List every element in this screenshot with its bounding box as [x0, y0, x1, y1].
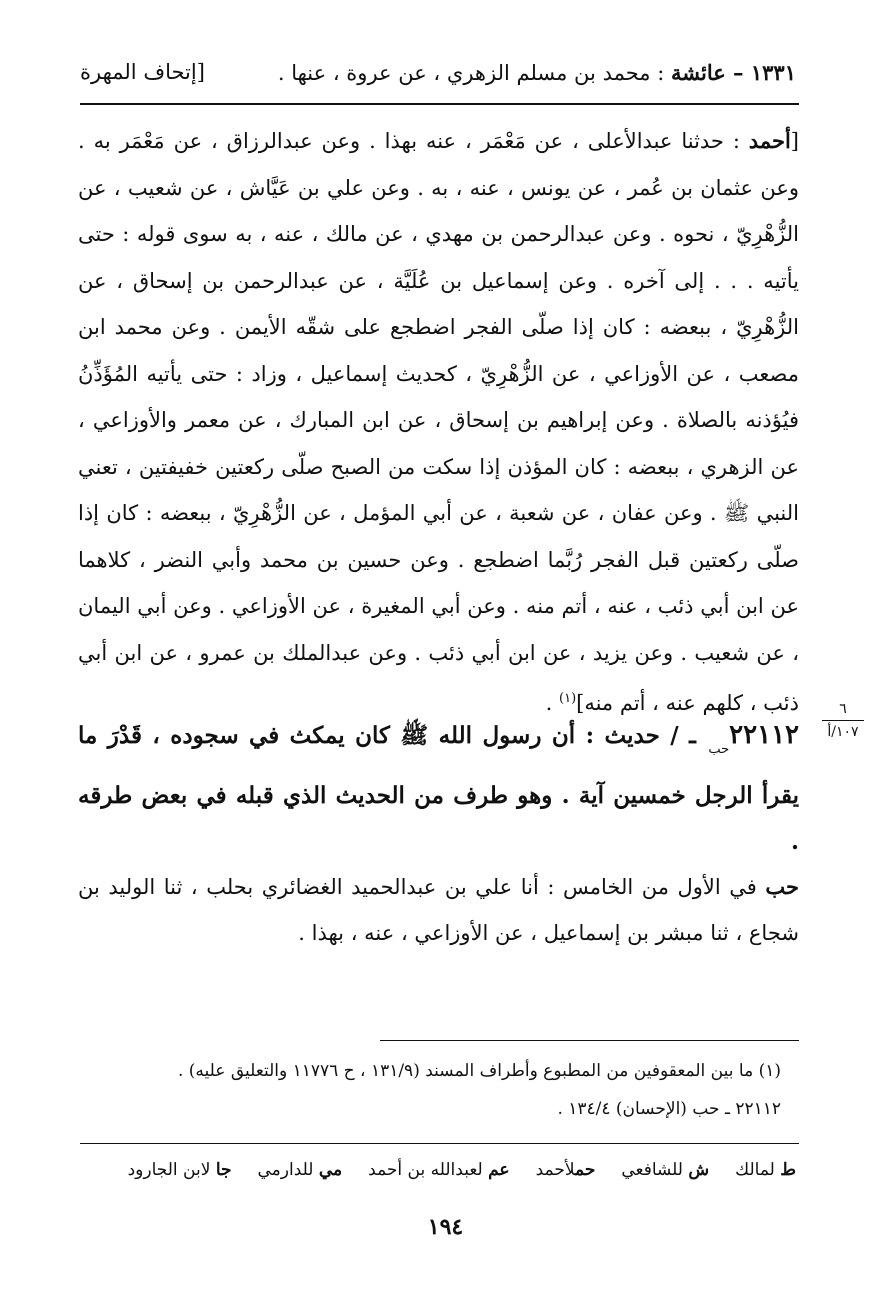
source-text: في الأول من الخامس : أنا علي بن عبدالحميد الغضائري بحلب ، ثنا الوليد بن شجاع ، ثنا مبشر بن إسماعيل ، عن الأوزاعي ، عنه ، بهذا .: [78, 875, 799, 945]
paragraph-end: .: [545, 691, 559, 715]
page-number: ١٩٤: [427, 1214, 464, 1240]
bracket-open: [: [790, 129, 799, 153]
hadith-entry: [78, 712, 799, 865]
abbr-item: حملأحمد: [535, 1160, 596, 1180]
abbr-item: ش للشافعي: [621, 1160, 710, 1180]
author-name: أحمد: [748, 128, 791, 153]
header-book-name: [إتحاف المهرة: [80, 60, 205, 84]
header-title: [278, 60, 796, 85]
margin-ref-divider: [822, 720, 864, 721]
margin-ref-top: ٦: [839, 701, 847, 717]
isnad-paragraph: [78, 864, 799, 956]
footnotes: [100, 1052, 781, 1128]
running-header: [80, 52, 796, 92]
footnote-ref: (١): [559, 691, 577, 706]
margin-ref-bottom: ١٠٧/أ: [827, 724, 859, 740]
abbr-item: جا لابن الجارود: [127, 1160, 232, 1180]
hadith-text: ـ / حديث : أن رسول الله ﷺ كان يمكث في سجوده ، قَدْرَ ما يقرأ الرجل خمسين آية . وهو طرف من الحديث الذي قبله في بعض طرقه .: [78, 722, 799, 855]
footnote-2: ٢٢١١٢ ـ حب (الإحسان) ١٣٤/٤ .: [557, 1099, 781, 1119]
main-paragraph: [78, 118, 799, 727]
hadith-number: ٢٢١١٢: [729, 720, 799, 750]
paragraph-text: : حدثنا عبدالأعلى ، عن مَعْمَر ، عنه بهذا . وعن عبدالرزاق ، عن مَعْمَر به . وعن عثمان بن عُمر ، عن يونس ، عنه ، به . وعن علي بن عَيَّاش ، عن شعيب ، عن الزُّهْرِيّ ، نحوه . وعن عبدالرحمن بن مهدي ، عن مالك ، عنه ، به سوى قوله : حتى يأتيه . . . إلى آخره . وعن إسماعيل بن عُلَيَّة ، عن عبدالرحمن بن إسحاق ، عن الزُّهْرِيّ ، ببعضه : كان إذا صلّى الفجر اضطجع على شقّه الأيمن . وعن محمد ابن مصعب ، عن الأوزاعي ، عن الزُّهْرِيّ ، كحديث إسماعيل ، وزاد : حتى يأتيه المُؤَذِّنُ فيُؤذنه بالصلاة . وعن إبراهيم بن إسحاق ، عن ابن المبارك ، عن معمر والأوزاعي ، عن الزهري ، ببعضه : كان المؤذن إذا سكت من الصبح صلّى ركعتين خفيفتين ، تعني النبي ﷺ . وعن عفان ، عن شعبة ، عن أبي المؤمل ، عن الزُّهْرِيّ ، ببعضه : كان إذا صلّى ركعتين قبل الفجر رُبَّما اضطجع . وعن حسين بن محمد وأبي النضر ، كلاهما عن ابن أبي ذئب ، عنه ، أتم منه . وعن أبي المغيرة ، عن الأوزاعي . وعن أبي اليمان ، عن شعيب . وعن يزيد ، عن ابن أبي ذئب . وعن عبدالملك بن عمرو ، عن ابن أبي ذئب ، كلهم عنه ، أتم منه]: [78, 129, 799, 715]
abbr-item: مي للدارمي: [257, 1160, 343, 1180]
hadith-source-mark: حب: [708, 742, 730, 757]
source-abbr: حب: [765, 874, 799, 899]
header-title-rest: : محمد بن مسلم الزهري ، عن عروة ، عنها .: [277, 60, 665, 85]
header-rule: [80, 103, 799, 105]
margin-manuscript-ref: [814, 700, 872, 741]
abbr-item: ط لمالك: [735, 1160, 796, 1180]
abbr-item: عم لعبدالله بن أحمد: [368, 1160, 510, 1180]
footnote-rule: [380, 1040, 799, 1041]
abbreviation-rule: [80, 1143, 799, 1144]
header-title-bold: ١٣٣١ – عائشة: [670, 59, 796, 85]
footnote-1: (١) ما بين المعقوفين من المطبوع وأطراف المسند (١٣١/٩ ، ح ١١٧٧٦ والتعليق عليه) .: [177, 1061, 781, 1081]
abbreviation-key: [80, 1150, 796, 1190]
